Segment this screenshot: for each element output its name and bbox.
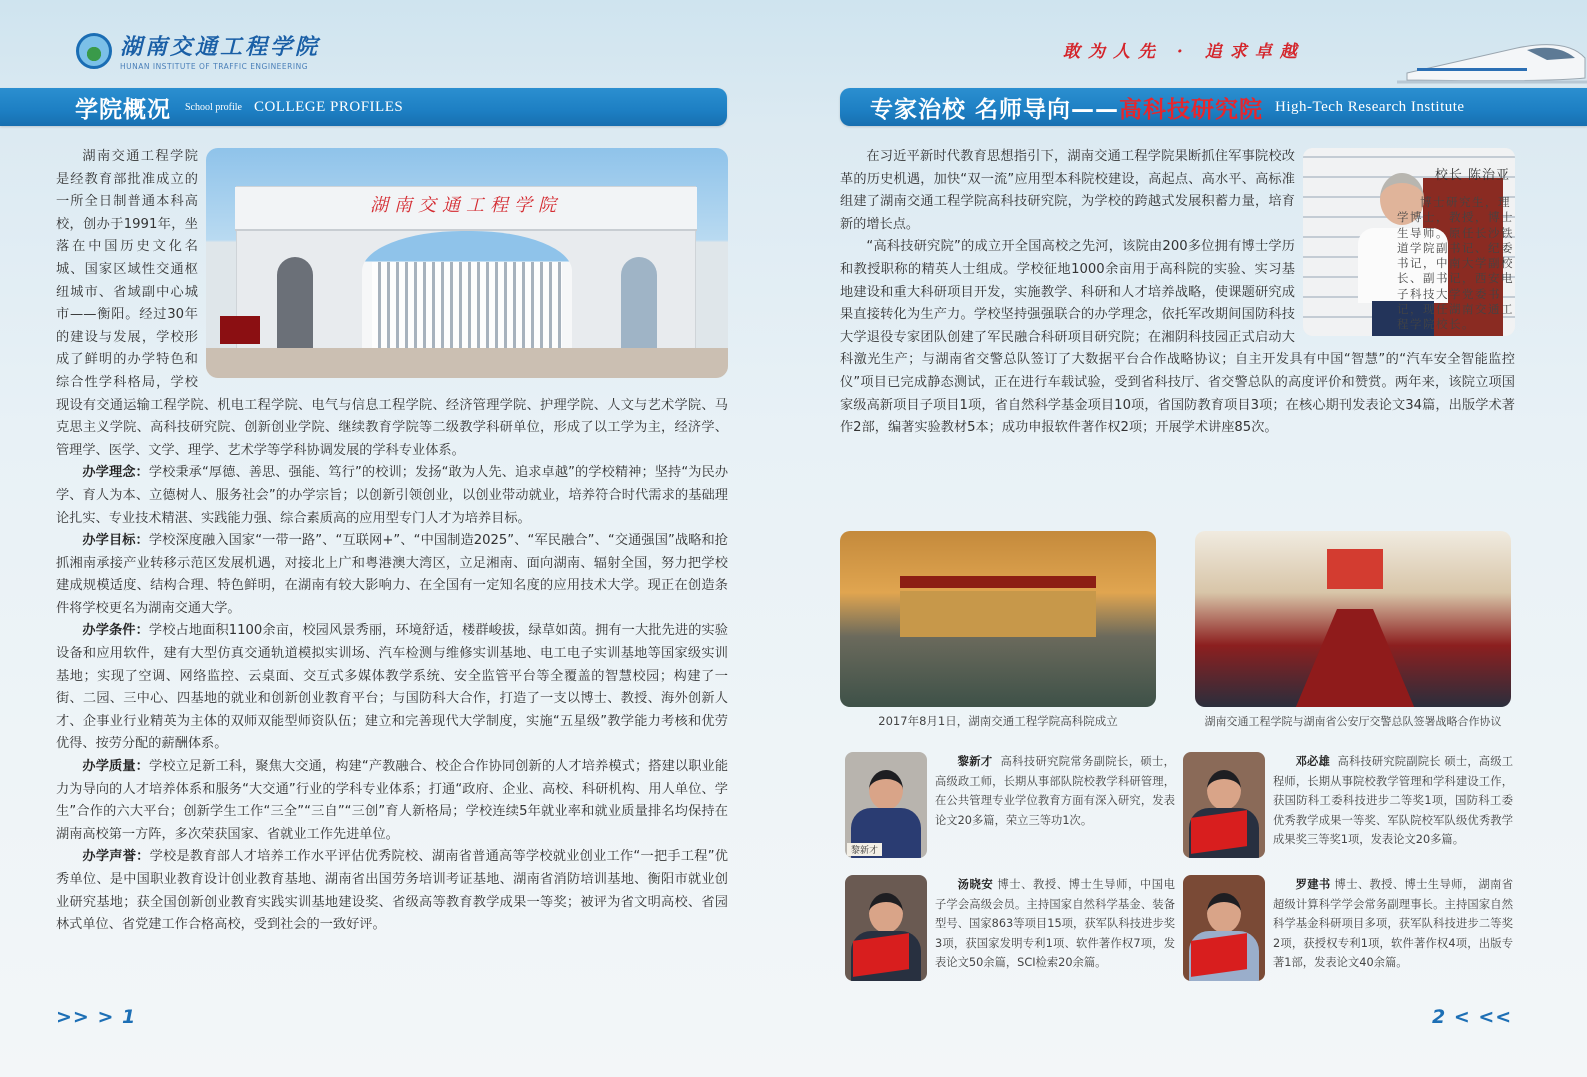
section-subtitle-english: High-Tech Research Institute (1275, 98, 1465, 115)
staff-bio: 邓必雄 高科技研究院副院长 硕士，高级工程师，长期从事院校教学管理和学科建设工作，获国防科工委科技进步二等奖1项，国防科工委优秀教学成果一等奖、军队院校军队级优秀教学成果奖三等奖1项，发表论文20多篇。 (1273, 755, 1513, 847)
paragraph-goals: 办学目标：学校深度融入国家“一带一路”、“互联网+”、“中国制造2025”、“军民融合”、“交通强国”战略和抢抓湘南承接产业转移示范区发展机遇，对接北上广和粤港澳大湾区，立足湘南、面向湖南、辐射全国，努力把学校建成规模适度、结构合理、特色鲜明，在湖南有较大影响力、在全国有一定知名度的应用技术大学。现正在创造条件将学校更名为湖南交通大学。 (56, 533, 728, 616)
page-number-right: 2 < << (1432, 1006, 1513, 1028)
staff-bio: 黎新才 高科技研究院常务副院长，硕士，高级政工师，长期从事部队院校教学科研管理，在公共管理专业学位教育方面有深入研究，发表论文20多篇，荣立三等功1次。 (935, 755, 1175, 827)
paragraph-reputation: 办学声誉：学校是教育部人才培养工作水平评估优秀院校、湖南省普通高等学校就业创业工作“一把手工程”优秀单位、是中国职业教育设计创业教育基地、湖南省出国劳务培训考证基地、湖南省消防培训基地、衡阳市就业创业研究基地；获全国创新创业教育实践实训基地建设奖、省级高等教育教学成果一等奖；被评为省文明高校、省园林式单位、省党建工作合格高校，受到社会的一致好评。 (56, 849, 728, 933)
section-subtitle-small: School profile (185, 101, 242, 113)
photo-caption: 湖南交通工程学院与湖南省公安厅交警总队签署战略合作协议 (1204, 715, 1502, 728)
staff-bio: 汤晓安 博士、教授、博士生导师，中国电子学会高级会员。主持国家自然科学基金、装备型号、国家863等项目15项，获军队科技进步奖3项，获国家发明专利1项、软件著作权7项，发表论文50余篇，SCI检索20余篇。 (935, 878, 1175, 970)
slogan: 敢为人先 · 追求卓越 (1063, 42, 1305, 62)
paragraph-quality: 办学质量：学校立足新工科，聚焦大交通，构建“产教融合、校企合作协同创新的人才培养模式；搭建以职业能力为导向的人才培养体系和服务“大交通”行业的学科专业体系；打通“政府、企业、高校、科研机构、用人单位、学生”合作的六大平台；创新学生工作“三全”“三自”“三创”育人新格局；学校连续5年就业率和就业质量排名均保持在湖南高校第一方阵，多次荣获国家、省就业工作先进单位。 (56, 759, 729, 842)
section-subtitle-english: COLLEGE PROFILES (253, 98, 404, 115)
campus-gate-photo (206, 148, 728, 378)
section-header-college-profiles (0, 88, 727, 126)
gate-structure (236, 186, 696, 351)
college-logo (76, 30, 320, 71)
college-profile-text (56, 146, 728, 937)
bullet-train-icon (1397, 18, 1587, 88)
paragraph-philosophy: 办学理念：学校秉承“厚德、善思、强能、笃行”的校训；发扬“敢为人先、追求卓越”的学校精神；坚持“为民办学、育人为本、立德树人、服务社会”的办学宗旨；以创新引领创业，以创业带动就业，培养符合时代需求的基础理论扎实、专业技术精湛、实践能力强、综合素质高的应用型专门人才为培养目标。 (56, 465, 729, 526)
staff-card (1183, 752, 1513, 862)
intro-paragraph: 湖南交通工程学院是经教育部批准成立的一所全日制普通本科高校，创办于1991年，坐落在中国历史文化名城、国家区域性交通枢纽城市、省域副中心城市——衡阳。经过30年的建设与发展，学校形成了鲜明的办学特色和综合性学科格局，学校现设有交通运输工程学院、机电工程学院、电气与信息工程学院、经济管理学院、护理学院、人文与艺术学院、马克思主义学院、高科技研究院、创新创业学院、继续教育学院等二级教学科研单位，形成了以工学为主，经济学、管理学、医学、文学、理学、艺术学等学科协调发展的学科专业体系。 (56, 149, 728, 458)
section-title-highlight: 高科技研究院 (1119, 96, 1264, 123)
section-title: 学院概况 (75, 96, 171, 123)
logo-chinese-name: 湖南交通工程学院 (120, 34, 321, 60)
section-header-research-institute (840, 88, 1587, 126)
page-number-left: >> > 1 (56, 1006, 137, 1028)
staff-photo: 黎新才 (845, 752, 927, 858)
left-page (0, 0, 793, 1077)
paragraph-conditions: 办学条件：学校占地面积1100余亩，校园风景秀丽，环境舒适，楼群峻拔，绿草如茵。拥有一大批先进的实验设备和应用软件，建有大型仿真交通轨道模拟实训场、汽车检测与维修实训基地、电工电子实训基地等国家级实训基地；实现了空调、网络监控、云桌面、交互式多媒体教学系统、安全监管平台等全覆盖的智慧校园；构建了一街、二园、三中心、四基地的就业和创新创业教育平台；与国防科大合作，打造了一支以博士、教授、海外创新人才、企事业行业精英为主体的双师双能型师资队伍；建立和完善现代大学制度，实施“五星级”教学能力考核和优劳优得、按劳分配的薪酬体系。 (56, 623, 728, 752)
institute-paragraph-1: 在习近平新时代教育思想指引下，湖南交通工程学院果断抓住军事院校改革的历史机遇，加快“双一流”应用型本科院校建设，高起点、高水平、高标准组建了湖南交通工程学院高科技研究院，为学校的跨越式发展积蓄力量，培育新的增长点。 (840, 149, 1295, 232)
staff-photo (845, 875, 927, 981)
staff-card (845, 752, 1175, 862)
staff-photo (1183, 875, 1265, 981)
college-emblem-icon (76, 33, 112, 69)
photo-caption: 2017年8月1日，湖南交通工程学院高科院成立 (878, 714, 1118, 728)
founding-ceremony-photo (840, 531, 1156, 707)
president-title: 校长 陈治亚 (1434, 168, 1510, 183)
led-sign (220, 316, 260, 344)
section-title: 专家治校 名师导向—— (870, 96, 1120, 123)
staff-card (845, 875, 1175, 985)
logo-english-name: HUNAN INSTITUTE OF TRAFFIC ENGINEERING (120, 62, 309, 71)
staff-bio: 罗建书 博士、教授、博士生导师， 湖南省超级计算科学学会常务副理事长。主持国家自然科学基金科研项目多项，获军队科技进步二等奖2项，获授权专利1项，软件著作权4项，出版专著1部，发表论文40余篇。 (1273, 878, 1513, 970)
signing-ceremony-photo (1195, 531, 1511, 707)
staff-card (1183, 875, 1513, 985)
staff-photo (1183, 752, 1265, 858)
institute-paragraph-2: “高科技研究院”的成立开全国高校之先河，该院由200多位拥有博士学历和教授职称的精英人士组成。学校征地1000余亩用于高科院的实验、实习基地建设和重大科研项目开发，实施教学、科研和人才培养战略，使课题研究成果直接转化为生产力。学校坚持强强联合的办学理念，依托军改期间国防科技大学退役专家团队创建了军民融合科研项目研究院；在湘阴科技园正式启动大科激光生产；与湖南省交警总队签订了大数据平台合作战略协议；自主开发具有中国“智慧”的“汽车安全智能监控仪”项目已完成静态测试，正在进行车载试验，受到省科技厅、省交警总队的高度评价和赞赏。两年来，该院立项国家级高新项目子项目1项，省自然科学基金项目10项，省国防教育项目3项；在核心期刊发表论文34篇，出版学术著作2部，编著实验教材5本；成功申报软件著作权2项；开展学术讲座85次。 (840, 239, 1515, 436)
gate-sign: 湖南交通工程学院 (370, 195, 562, 216)
president-info (1397, 146, 1522, 333)
president-bio: 博士研究生，理学博士，教授，博士生导师。原任长沙铁道学院副书记、纪委书记，中南大学副校长、副书记，西安电子科技大学党委书记，现任湖南交通工程学院校长。 (1397, 195, 1514, 332)
right-page (793, 0, 1587, 1077)
